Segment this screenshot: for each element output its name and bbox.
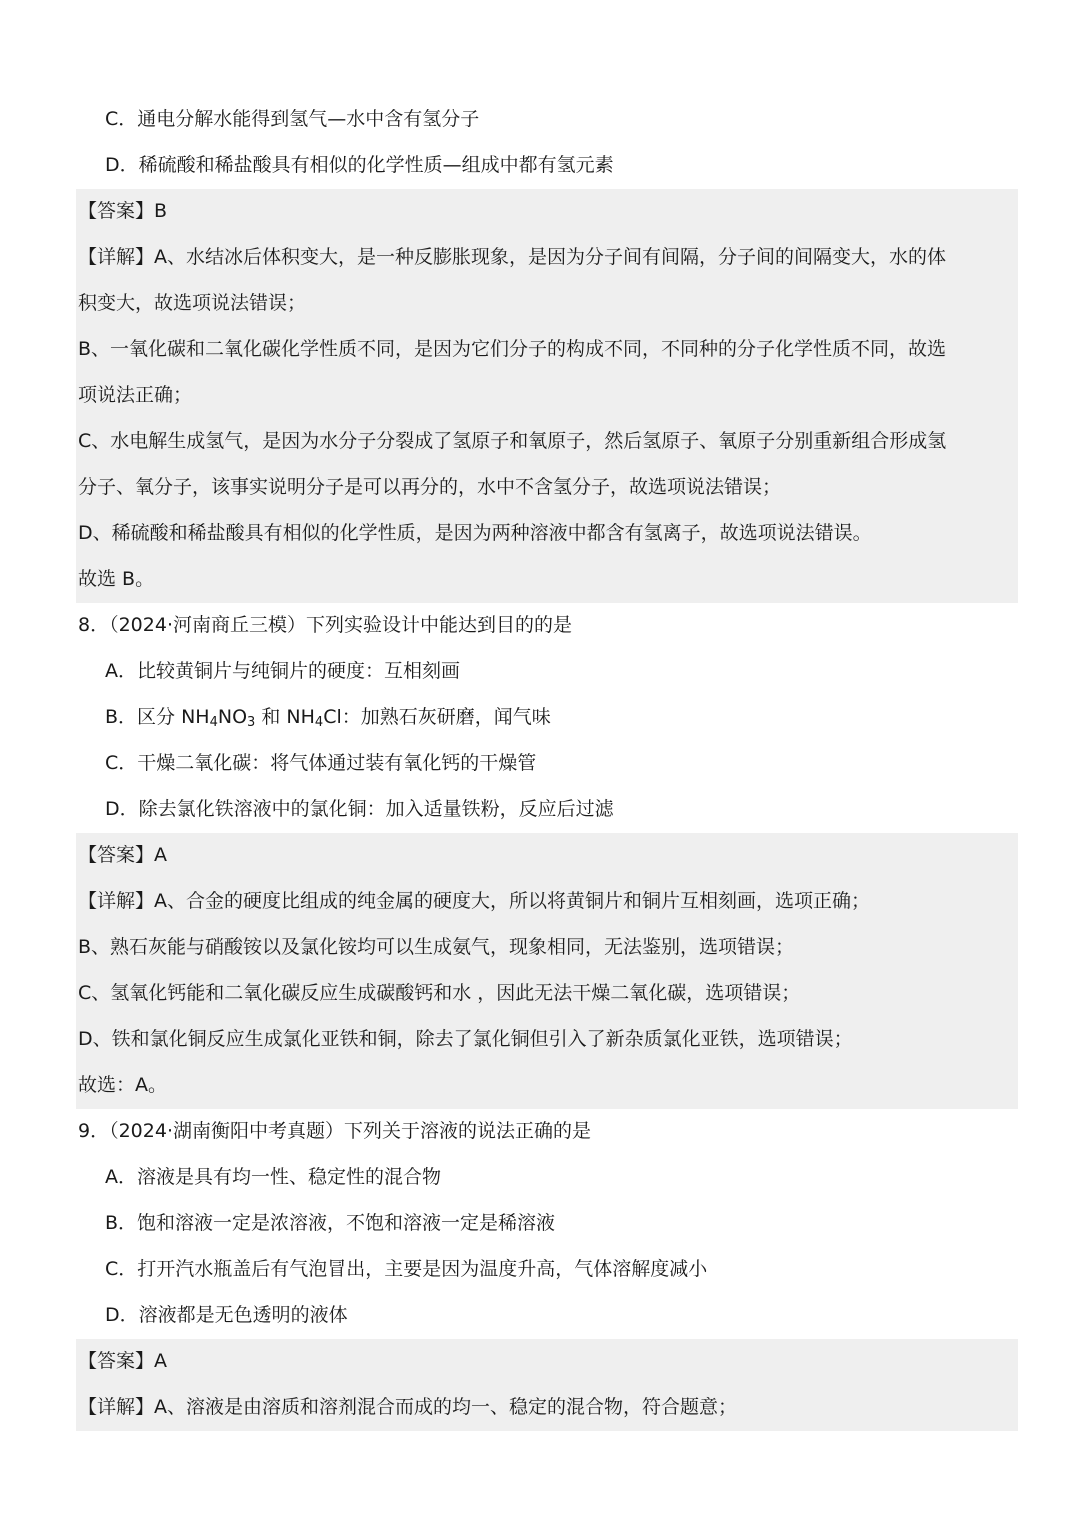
q8-option-a: A．比较黄铜片与纯铜片的硬度：互相刻画 (105, 660, 460, 682)
q7-detail-line: D、稀硫酸和稀盐酸具有相似的化学性质，是因为两种溶液中都含有氢离子，故选项说法错误。 (78, 522, 872, 544)
q7-detail-line: B、一氧化碳和二氧化碳化学性质不同，是因为它们分子的构成不同，不同种的分子化学性质不同，故选 (78, 338, 947, 360)
q8-detail-line: 故选：A。 (78, 1074, 167, 1096)
q8-option-b: B．区分 $NH_4NO_3$ 和 $NH_4Cl$：加熟石灰研磨，闻气味 (105, 706, 551, 730)
q7-option-c: C．通电分解水能得到氢气—水中含有氢分子 (105, 108, 480, 130)
q8-detail-line: D、铁和氯化铜反应生成氯化亚铁和铜，除去了氯化铜但引入了新杂质氯化亚铁，选项错误； (78, 1028, 853, 1050)
q7-detail-line: 分子、氧分子，该事实说明分子是可以再分的，水中不含氢分子，故选项说法错误； (78, 476, 782, 498)
q7-detail-line: C、水电解生成氢气，是因为水分子分裂成了氢原子和氧原子，然后氢原子、氧原子分别重新组合形成氢 (78, 430, 947, 452)
q9-option-c: C．打开汽水瓶盖后有气泡冒出，主要是因为温度升高，气体溶解度减小 (105, 1258, 708, 1280)
q8-detail-line: 【详解】A、合金的硬度比组成的纯金属的硬度大，所以将黄铜片和铜片互相刻画，选项正确； (78, 890, 871, 912)
q9-option-b: B．饱和溶液一定是浓溶液，不饱和溶液一定是稀溶液 (105, 1212, 556, 1234)
q7-detail-line: 【详解】A、水结冰后体积变大，是一种反膨胀现象，是因为分子间有间隔，分子间的间隔变大，水的体 (78, 246, 947, 268)
q8-answer: 【答案】A (78, 844, 167, 866)
q7-detail-line: 故选 B。 (78, 568, 155, 590)
q9-option-a: A．溶液是具有均一性、稳定性的混合物 (105, 1166, 441, 1188)
q9-option-d: D．溶液都是无色透明的液体 (105, 1304, 348, 1326)
q7-detail-line: 积变大，故选项说法错误； (78, 292, 307, 314)
q8-detail-line: B、熟石灰能与硝酸铵以及氯化铵均可以生成氨气，现象相同，无法鉴别，选项错误； (78, 936, 795, 958)
q8-stem: 8．（2024·河南商丘三模）下列实验设计中能达到目的的是 (78, 614, 572, 636)
q9-stem: 9．（2024·湖南衡阳中考真题）下列关于溶液的说法正确的是 (78, 1120, 591, 1142)
q7-answer: 【答案】B (78, 200, 168, 222)
q7-detail-line: 项说法正确； (78, 384, 193, 406)
q8-detail-line: C、氢氧化钙能和二氧化碳反应生成碳酸钙和水 ，因此无法干燥二氧化碳，选项错误； (78, 982, 801, 1004)
q8-option-c: C．干燥二氧化碳：将气体通过装有氧化钙的干燥管 (105, 752, 537, 774)
q9-detail-line: 【详解】A、溶液是由溶质和溶剂混合而成的均一、稳定的混合物，符合题意； (78, 1396, 737, 1418)
q8-option-d: D．除去氯化铁溶液中的氯化铜：加入适量铁粉，反应后过滤 (105, 798, 614, 820)
q9-answer: 【答案】A (78, 1350, 167, 1372)
q7-option-d: D．稀硫酸和稀盐酸具有相似的化学性质—组成中都有氢元素 (105, 154, 614, 176)
